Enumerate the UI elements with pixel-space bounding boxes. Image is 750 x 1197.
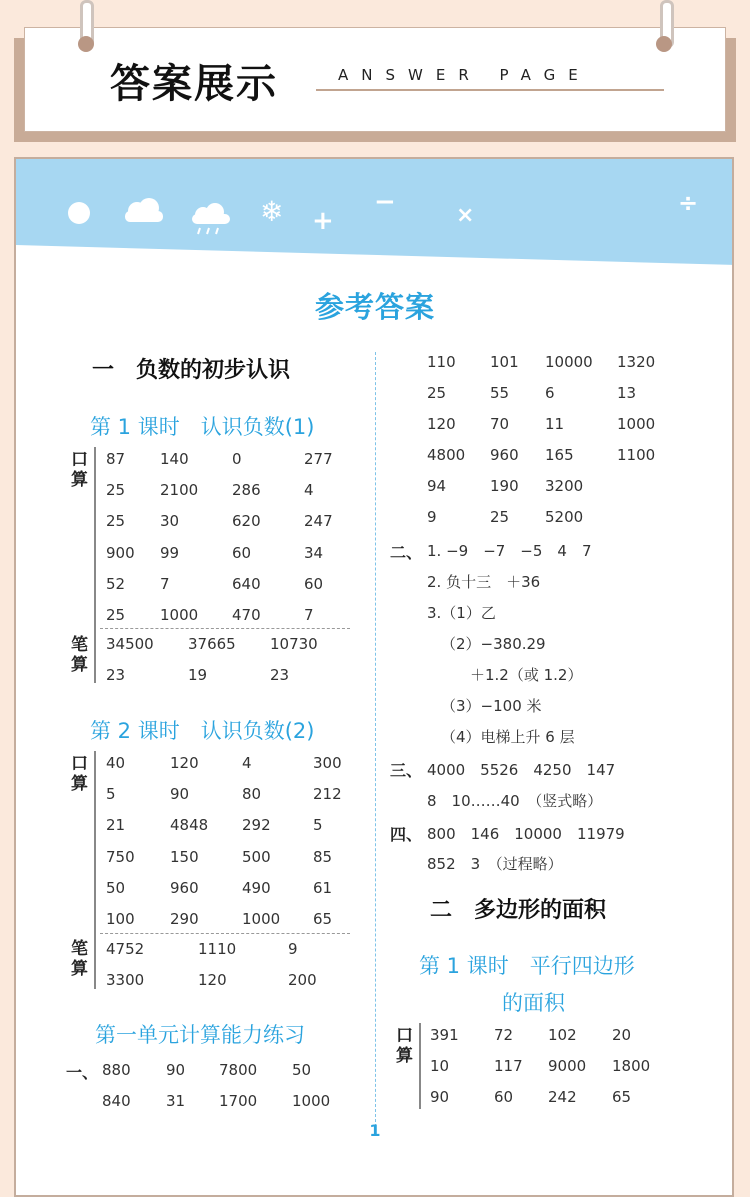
lesson2-written-label: 笔算 [71, 939, 88, 979]
answer-value: 61 [313, 878, 333, 897]
lesson3-oral-label: 口算 [396, 1026, 413, 1066]
answer-value: 1110 [198, 940, 237, 958]
answer-value: 1100 [617, 446, 656, 464]
answer-value: 34 [304, 543, 324, 562]
answer-value: 102 [548, 1026, 577, 1044]
answer-value: 247 [304, 512, 333, 531]
answer-value: 87 [106, 450, 126, 468]
answer-value: 70 [490, 415, 510, 433]
answer-value: 20 [612, 1026, 632, 1044]
practice-part2-line: ＋1.2（或 1.2） [470, 666, 583, 684]
practice-part4-line: 800 146 10000 11979 [427, 825, 625, 843]
practice-part2-line: 2. 负十三 ＋36 [427, 573, 541, 591]
answer-value: 90 [166, 1061, 186, 1079]
answer-value: 30 [160, 512, 180, 531]
answer-value: 165 [545, 446, 574, 464]
answer-value: 65 [612, 1088, 632, 1106]
answer-value: 1000 [617, 415, 656, 433]
answer-value: 5 [313, 816, 323, 835]
answer-value: 1320 [617, 353, 656, 371]
answer-value: 23 [270, 666, 290, 684]
practice-part4-marker: 四、 [390, 825, 423, 844]
answer-value: 1800 [612, 1057, 651, 1075]
header-title: 答案展示 [110, 61, 278, 107]
answer-value: 0 [232, 450, 242, 468]
binder-hole-left [78, 36, 94, 52]
answer-value: 99 [160, 543, 180, 562]
answer-value: 4800 [427, 446, 466, 464]
answer-value: 72 [494, 1026, 514, 1044]
answer-value: 242 [548, 1088, 577, 1106]
plus-symbol: + [312, 206, 334, 236]
divide-symbol: ÷ [678, 189, 699, 217]
answer-value: 5 [106, 785, 116, 804]
answer-value: 6 [545, 384, 555, 402]
lesson1-heading: 第 1 课时 认识负数(1) [90, 415, 315, 439]
header-underline [316, 89, 664, 91]
times-symbol: × [456, 203, 475, 228]
answer-value: 60 [304, 574, 324, 593]
answer-value: 277 [304, 450, 333, 468]
answer-value: 490 [242, 878, 271, 897]
answer-value: 19 [188, 666, 208, 684]
answer-value: 750 [106, 847, 135, 866]
lesson3-heading-line1: 第 1 课时 平行四边形 [419, 954, 635, 978]
answer-value: 9 [427, 508, 437, 526]
answer-value: 840 [102, 1092, 131, 1110]
column-divider [375, 352, 376, 1127]
answer-value: 3300 [106, 971, 145, 989]
page-title: 参考答案 [314, 290, 435, 324]
practice-part2-line: 1. −9 −7 −5 4 7 [427, 542, 592, 560]
answer-value: 60 [494, 1088, 514, 1106]
answer-value: 7 [160, 574, 170, 593]
answer-value: 4752 [106, 940, 145, 958]
answer-value: 101 [490, 353, 519, 371]
answer-value: 140 [160, 450, 189, 468]
practice-part3-line: 4000 5526 4250 147 [427, 761, 616, 779]
lesson1-oral-label: 口算 [71, 450, 88, 490]
answer-value: 85 [313, 847, 333, 866]
lesson1-bracket [94, 447, 96, 683]
answer-value: 4 [242, 754, 252, 772]
binder-hole-right [656, 36, 672, 52]
answer-value: 1000 [242, 910, 281, 928]
answer-value: 880 [102, 1061, 131, 1079]
answer-value: 4848 [170, 816, 209, 835]
answer-value: 40 [106, 754, 126, 772]
answer-value: 120 [198, 971, 227, 989]
lesson3-bracket [419, 1023, 421, 1109]
practice-part2-marker: 二、 [390, 543, 423, 562]
lesson2-oral-label: 口算 [71, 754, 88, 794]
answer-value: 1000 [292, 1092, 331, 1110]
answer-value: 9000 [548, 1057, 587, 1075]
answer-value: 620 [232, 512, 261, 531]
answer-value: 52 [106, 574, 126, 593]
rain-cloud-icon [188, 201, 234, 237]
answer-value: 25 [106, 481, 126, 500]
practice-heading: 第一单元计算能力练习 [95, 1023, 305, 1047]
answer-value: 7800 [219, 1061, 258, 1079]
answer-value: 2100 [160, 481, 199, 500]
practice-part4-line: 852 3 （过程略） [427, 855, 563, 873]
answer-value: 300 [313, 754, 342, 772]
snowflake-icon: ❄ [260, 195, 284, 228]
cloud-icon [121, 195, 167, 227]
header-subtitle: ANSWER PAGE [338, 66, 591, 84]
answer-value: 55 [490, 384, 510, 402]
practice-part2-line: （4）电梯上升 6 层 [441, 728, 575, 746]
answer-value: 34500 [106, 635, 154, 653]
answer-value: 23 [106, 666, 126, 684]
answer-value: 90 [170, 785, 190, 804]
lesson2-separator [100, 933, 350, 934]
lesson3-heading-line2: 的面积 [502, 991, 565, 1015]
answer-value: 25 [427, 384, 447, 402]
practice-part2-line: 3.（1）乙 [427, 604, 496, 622]
unit1-heading: 一 负数的初步认识 [92, 358, 291, 383]
answer-value: 640 [232, 574, 261, 593]
answer-value: 120 [170, 754, 199, 772]
answer-value: 11 [545, 415, 565, 433]
answer-value: 200 [288, 971, 317, 989]
answer-value: 80 [242, 785, 262, 804]
minus-symbol: − [374, 187, 396, 217]
answer-value: 31 [166, 1092, 186, 1110]
answer-value: 25 [490, 508, 510, 526]
answer-value: 5200 [545, 508, 584, 526]
answer-value: 10000 [545, 353, 593, 371]
answer-value: 10730 [270, 635, 318, 653]
answer-value: 1000 [160, 606, 199, 624]
answer-value: 4 [304, 481, 314, 500]
answer-value: 90 [430, 1088, 450, 1106]
lesson2-bracket [94, 751, 96, 989]
practice-part1-marker: 一、 [66, 1063, 99, 1082]
answer-value: 7 [304, 606, 314, 624]
answer-value: 500 [242, 847, 271, 866]
answer-value: 50 [106, 878, 126, 897]
answer-value: 470 [232, 606, 261, 624]
answer-value: 190 [490, 477, 519, 495]
practice-part3-line: 8 10……40 （竖式略） [427, 792, 603, 810]
answer-value: 120 [427, 415, 456, 433]
answer-value: 150 [170, 847, 199, 866]
answer-value: 37665 [188, 635, 236, 653]
answer-value: 292 [242, 816, 271, 835]
answer-value: 100 [106, 910, 135, 928]
answer-value: 960 [170, 878, 199, 897]
answer-value: 117 [494, 1057, 523, 1075]
answer-value: 50 [292, 1061, 312, 1079]
answer-value: 25 [106, 512, 126, 531]
lesson1-separator [100, 628, 350, 629]
answer-value: 286 [232, 481, 261, 500]
answer-value: 1700 [219, 1092, 258, 1110]
answer-value: 10 [430, 1057, 450, 1075]
answer-value: 21 [106, 816, 126, 835]
answer-value: 9 [288, 940, 298, 958]
answer-value: 3200 [545, 477, 584, 495]
page-number: 1 [369, 1121, 381, 1140]
practice-part2-line: （3）−100 米 [441, 697, 542, 715]
answer-value: 65 [313, 910, 333, 928]
lesson1-written-label: 笔算 [71, 635, 88, 675]
sun-icon [66, 200, 92, 226]
answer-value: 391 [430, 1026, 459, 1044]
answer-value: 290 [170, 910, 199, 928]
answer-value: 900 [106, 543, 135, 562]
answer-value: 94 [427, 477, 447, 495]
answer-value: 25 [106, 606, 126, 624]
answer-value: 13 [617, 384, 637, 402]
answer-value: 60 [232, 543, 252, 562]
practice-part3-marker: 三、 [390, 761, 423, 780]
answer-value: 110 [427, 353, 456, 371]
answer-value: 212 [313, 785, 342, 804]
practice-part2-line: （2）−380.29 [441, 635, 546, 653]
answer-value: 960 [490, 446, 519, 464]
lesson2-heading: 第 2 课时 认识负数(2) [90, 719, 315, 743]
unit2-heading: 二 多边形的面积 [430, 898, 607, 923]
